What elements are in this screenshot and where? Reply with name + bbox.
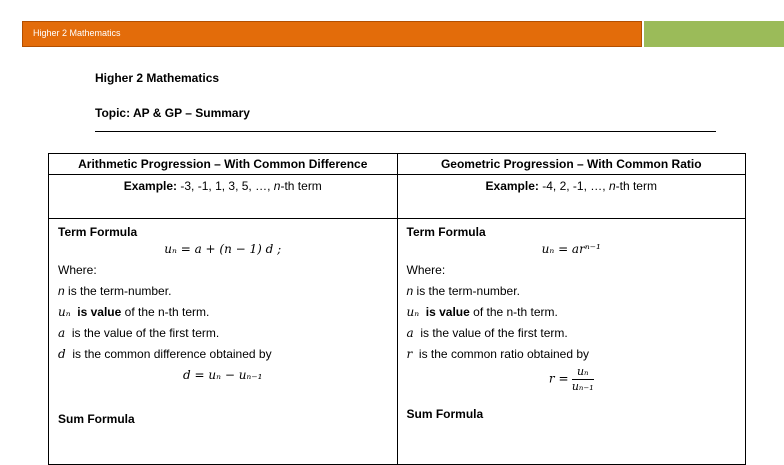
title-divider <box>95 131 716 132</box>
gp-term-formula: uₙ = arⁿ⁻¹ <box>541 242 601 256</box>
ap-n-definition <box>58 281 388 302</box>
ap-example <box>49 175 398 219</box>
ap-term-formula-title: Term Formula <box>58 225 138 239</box>
ap-a-definition <box>58 323 388 344</box>
ap-sum-formula-title: Sum Formula <box>58 412 135 426</box>
summary-table <box>48 153 746 465</box>
ap-n-text: is the term-number. <box>68 284 172 298</box>
document-topic: Topic: AP & GP – Summary <box>95 106 250 120</box>
gp-heading: Geometric Progression – With Common Ratio <box>397 154 746 175</box>
ap-d-formula: d = uₙ − uₙ₋₁ <box>183 368 263 382</box>
gp-where: Where: <box>406 263 446 277</box>
gp-r-formula <box>407 365 737 397</box>
gp-a-var: a <box>406 326 414 340</box>
ap-a-text: is the value of the first term. <box>71 326 220 340</box>
ap-example-tail: -th term <box>280 179 322 193</box>
gp-r-text: is the common ratio obtained by <box>418 347 590 361</box>
ap-un-definition <box>58 302 388 323</box>
gp-un-definition <box>407 302 737 323</box>
ap-example-label: Example: <box>123 179 178 193</box>
gp-a-definition <box>407 323 737 344</box>
gp-n-text: is the term-number. <box>416 284 520 298</box>
header-orange-band <box>22 21 642 47</box>
ap-where: Where: <box>58 263 97 277</box>
document-title: Higher 2 Mathematics <box>95 71 220 85</box>
gp-term-formula-title: Term Formula <box>406 225 486 239</box>
ap-a-var: a <box>58 326 66 340</box>
gp-example-tail: -th term <box>615 179 657 193</box>
gp-n-definition <box>407 281 737 302</box>
ap-un-bold: is value <box>77 305 122 319</box>
page-header-bar <box>22 21 784 47</box>
gp-r-var: r <box>406 347 413 361</box>
ap-body <box>49 219 398 465</box>
gp-r-denominator: uₙ₋₁ <box>571 380 594 393</box>
ap-d-definition <box>58 344 388 365</box>
header-green-band <box>644 21 784 47</box>
header-label: Higher 2 Mathematics <box>33 28 121 38</box>
gp-example-value: -4, 2, -1, …, <box>542 179 606 193</box>
ap-un-text: of the n-th term. <box>124 305 210 319</box>
ap-term-formula: uₙ = a + (n − 1) d ; <box>164 242 282 256</box>
ap-d-var: d <box>58 347 66 361</box>
gp-example-n: n <box>608 179 616 193</box>
ap-d-text: is the common difference obtained by <box>72 347 272 361</box>
ap-example-n: n <box>273 179 281 193</box>
ap-heading: Arithmetic Progression – With Common Difference <box>49 154 398 175</box>
gp-un-var: uₙ <box>406 305 420 319</box>
gp-un-text: of the n-th term. <box>473 305 558 319</box>
ap-example-value: -3, -1, 1, 3, 5, …, <box>180 179 271 193</box>
gp-example <box>397 175 746 219</box>
gp-n-var: n <box>406 284 414 298</box>
gp-un-bold: is value <box>425 305 470 319</box>
ap-n-var: n <box>58 284 65 298</box>
gp-r-numerator: uₙ <box>572 365 594 380</box>
gp-r-lhs: r = <box>548 371 569 386</box>
gp-r-definition <box>407 344 737 365</box>
gp-sum-formula-title: Sum Formula <box>406 407 484 421</box>
ap-un-var: uₙ <box>58 305 71 319</box>
gp-a-text: is the value of the first term. <box>420 326 568 340</box>
gp-r-fraction <box>572 365 594 394</box>
gp-example-label: Example: <box>485 179 539 193</box>
gp-body <box>397 219 746 465</box>
